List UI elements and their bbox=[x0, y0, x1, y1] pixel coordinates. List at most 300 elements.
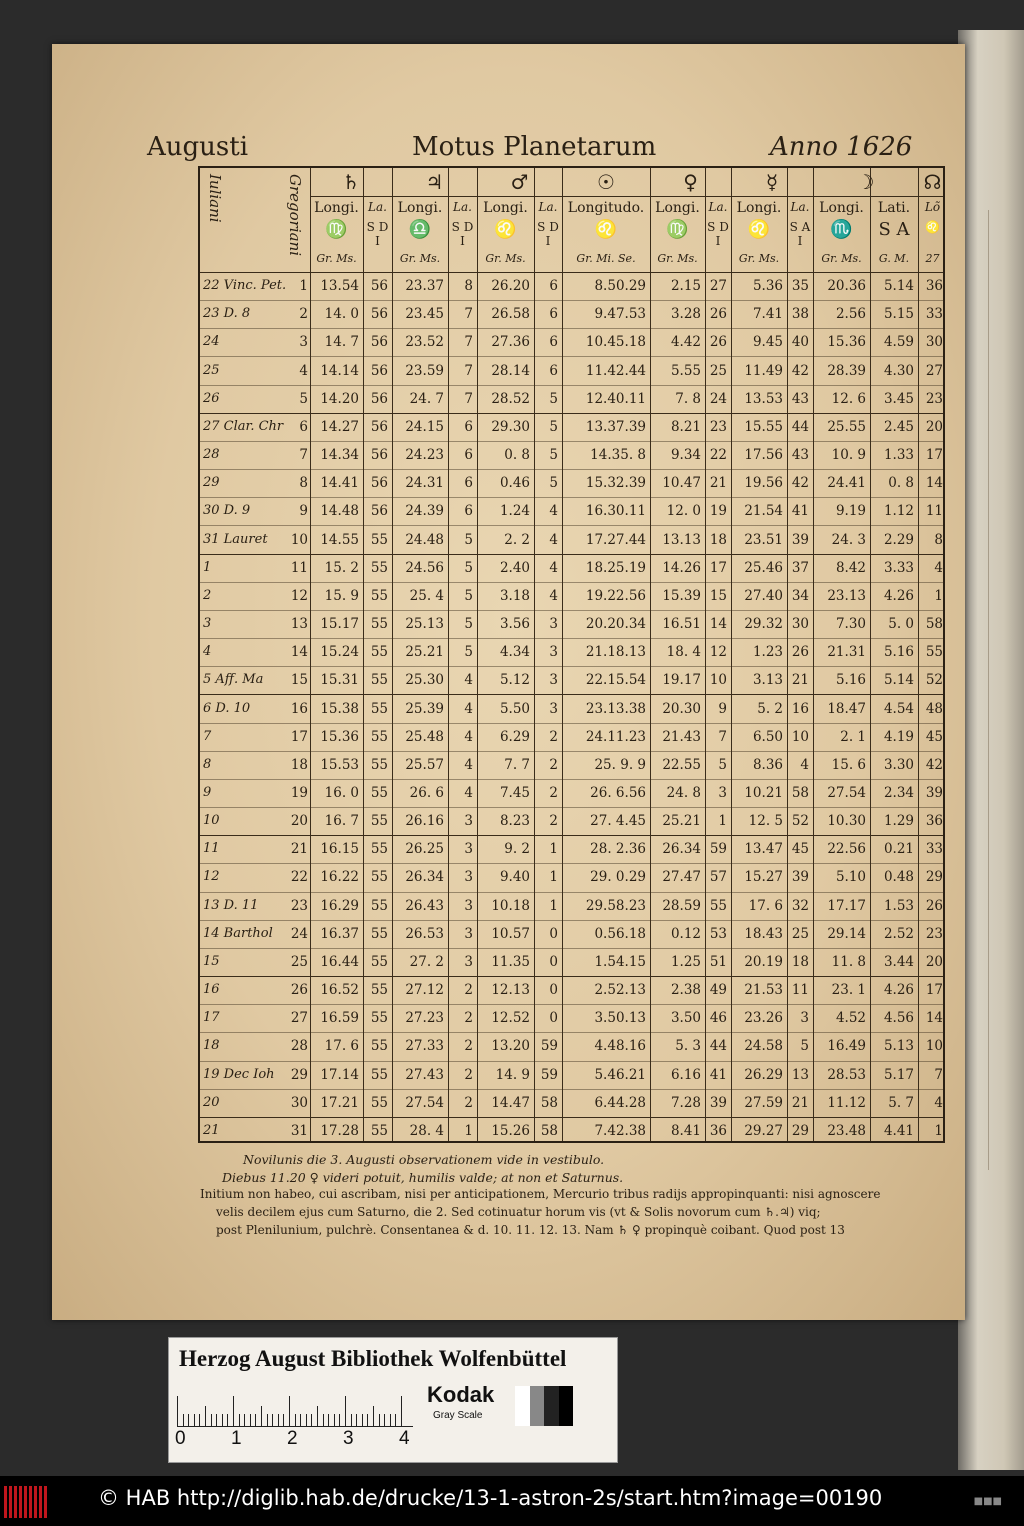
table-cell: 8.50.29 bbox=[594, 278, 646, 295]
table-cell: 21 bbox=[709, 475, 727, 492]
table-cell: 2.40 bbox=[499, 559, 530, 576]
facing-page-edge bbox=[958, 30, 1024, 1470]
table-cell: 3 bbox=[549, 672, 558, 689]
table-cell: 0.46 bbox=[499, 475, 530, 492]
table-cell: 52 bbox=[791, 813, 809, 830]
table-cell: 15.26 bbox=[491, 1122, 530, 1139]
table-cell: 16.44 bbox=[320, 953, 359, 970]
table-cell: 36 bbox=[925, 278, 943, 295]
table-cell: 6.16 bbox=[670, 1066, 701, 1083]
table-cell: 26 bbox=[709, 334, 727, 351]
table-cell: 58 bbox=[791, 784, 809, 801]
table-cell: 3.18 bbox=[499, 587, 530, 604]
table-cell: 1.29 bbox=[883, 813, 914, 830]
table-cell: 12. 5 bbox=[748, 813, 783, 830]
table-cell: 26 bbox=[925, 897, 943, 914]
table-cell: 11.42.44 bbox=[585, 362, 646, 379]
table-cell: 48 bbox=[925, 700, 943, 717]
table-cell: 5.55 bbox=[670, 362, 701, 379]
row-date-julian: 7 bbox=[203, 728, 212, 744]
table-cell: 40 bbox=[791, 334, 809, 351]
table-cell: 16.30.11 bbox=[585, 503, 646, 520]
row-date-julian: 5 Aff. Ma bbox=[203, 672, 264, 688]
table-cell: 4.56 bbox=[883, 1010, 914, 1027]
table-cell: 55 bbox=[370, 1038, 388, 1055]
table-cell: 16.22 bbox=[320, 869, 359, 886]
note-4: velis decilem ejus cum Saturno, die 2. Sed cotinuatur horum vis (vt & Solis novorum cum ♄.♃) viq; bbox=[216, 1205, 821, 1219]
table-cell: 55 bbox=[370, 953, 388, 970]
row-date-julian: 26 bbox=[203, 390, 220, 406]
row-rule bbox=[200, 779, 943, 780]
table-cell: 2.34 bbox=[883, 784, 914, 801]
ruler-tick bbox=[199, 1414, 200, 1426]
column-head: Longi. bbox=[736, 200, 782, 216]
ruler-tick bbox=[272, 1414, 273, 1426]
table-cell: 26.34 bbox=[405, 869, 444, 886]
table-cell: 41 bbox=[709, 1066, 727, 1083]
ruler-tick bbox=[244, 1414, 245, 1426]
table-cell: 19.17 bbox=[662, 672, 701, 689]
table-cell: 17.27.44 bbox=[585, 531, 646, 548]
table-cell: 14.55 bbox=[320, 531, 359, 548]
row-date-gregorian: 26 bbox=[290, 982, 308, 999]
row-date-gregorian: 16 bbox=[290, 700, 308, 717]
row-date-gregorian: 24 bbox=[290, 925, 308, 942]
ruler-tick bbox=[289, 1396, 290, 1426]
table-cell: 51 bbox=[709, 953, 727, 970]
column-sign: S D I bbox=[707, 220, 729, 248]
table-cell: 29.58.23 bbox=[585, 897, 646, 914]
row-rule bbox=[200, 666, 943, 667]
row-rule bbox=[200, 638, 943, 639]
table-cell: 7 bbox=[464, 390, 473, 407]
table-cell: 25.48 bbox=[405, 728, 444, 745]
table-cell: 27.36 bbox=[491, 334, 530, 351]
gray-scale-label: Gray Scale bbox=[433, 1410, 483, 1421]
table-cell: 3 bbox=[464, 925, 473, 942]
table-cell: 55 bbox=[370, 869, 388, 886]
table-cell: 21 bbox=[791, 1094, 809, 1111]
table-cell: 29.27 bbox=[744, 1122, 783, 1139]
table-cell: 2.56 bbox=[835, 306, 866, 323]
table-cell: 56 bbox=[370, 447, 388, 464]
table-cell: 1.25 bbox=[670, 953, 701, 970]
table-cell: 7.28 bbox=[670, 1094, 701, 1111]
table-cell: 3.33 bbox=[883, 559, 914, 576]
row-date-gregorian: 15 bbox=[290, 672, 308, 689]
table-cell: 25.21 bbox=[662, 813, 701, 830]
header-gregoriani: Gregoriani bbox=[286, 174, 304, 257]
column-sign: ♍ bbox=[325, 219, 348, 240]
table-cell: 6.50 bbox=[752, 728, 783, 745]
row-date-gregorian: 31 bbox=[290, 1122, 308, 1139]
table-cell: 8.41 bbox=[670, 1122, 701, 1139]
row-rule bbox=[200, 948, 943, 949]
hab-logo-icon[interactable] bbox=[4, 1486, 48, 1518]
planet-symbol: ☊ bbox=[923, 170, 942, 194]
table-cell: 26.25 bbox=[405, 841, 444, 858]
table-cell: 33 bbox=[925, 306, 943, 323]
table-cell: 5 bbox=[549, 447, 558, 464]
ruler-numbers bbox=[173, 1428, 423, 1452]
table-cell: 3.28 bbox=[670, 306, 701, 323]
table-cell: 26.53 bbox=[405, 925, 444, 942]
table-cell: 5.15 bbox=[883, 306, 914, 323]
table-cell: 16 bbox=[791, 700, 809, 717]
column-head: Longi. bbox=[655, 200, 700, 216]
row-rule bbox=[200, 1032, 943, 1033]
table-cell: 33 bbox=[925, 841, 943, 858]
viewer-footer bbox=[0, 1476, 1024, 1526]
table-cell: 4 bbox=[549, 531, 558, 548]
table-cell: 0 bbox=[549, 982, 558, 999]
table-cell: 14. 9 bbox=[495, 1066, 530, 1083]
table-cell: 14.20 bbox=[320, 390, 359, 407]
table-cell: 25.55 bbox=[827, 418, 866, 435]
table-cell: 36 bbox=[925, 813, 943, 830]
row-rule bbox=[200, 694, 943, 695]
table-cell: 25. 9. 9 bbox=[594, 756, 646, 773]
row-date-gregorian: 25 bbox=[290, 953, 308, 970]
table-cell: 20.19 bbox=[744, 953, 783, 970]
row-rule bbox=[200, 1117, 943, 1118]
table-cell: 1 bbox=[464, 1122, 473, 1139]
table-cell: 4.30 bbox=[883, 362, 914, 379]
table-cell: 25.46 bbox=[744, 559, 783, 576]
row-rule bbox=[200, 863, 943, 864]
table-cell: 27.33 bbox=[405, 1038, 444, 1055]
table-cell: 55 bbox=[370, 531, 388, 548]
row-rule bbox=[200, 525, 943, 526]
ruler-tick bbox=[300, 1414, 301, 1426]
table-cell: 1.23 bbox=[752, 644, 783, 661]
planet-symbol: ♄ bbox=[342, 170, 360, 194]
row-date-gregorian: 13 bbox=[290, 616, 308, 633]
ruler-tick bbox=[267, 1414, 268, 1426]
row-date-julian: 15 bbox=[203, 953, 220, 969]
table-cell: 12.13 bbox=[491, 982, 530, 999]
table-cell: 5.10 bbox=[835, 869, 866, 886]
ruler-tick bbox=[255, 1414, 256, 1426]
source-url[interactable]: © HAB http://diglib.hab.de/drucke/13-1-astron-2s/start.htm?image=00190 bbox=[98, 1486, 883, 1510]
table-cell: 1 bbox=[549, 841, 558, 858]
table-cell: 10 bbox=[709, 672, 727, 689]
table-cell: 9 bbox=[718, 700, 727, 717]
table-cell: 55 bbox=[370, 813, 388, 830]
table-cell: 2.45 bbox=[883, 418, 914, 435]
table-cell: 9.19 bbox=[835, 503, 866, 520]
table-cell: 4.42 bbox=[670, 334, 701, 351]
row-rule bbox=[200, 582, 943, 583]
table-cell: 39 bbox=[791, 869, 809, 886]
table-cell: 2 bbox=[549, 728, 558, 745]
table-cell: 1 bbox=[718, 813, 727, 830]
table-cell: 7.41 bbox=[752, 306, 783, 323]
table-cell: 58 bbox=[540, 1094, 558, 1111]
table-cell: 55 bbox=[370, 841, 388, 858]
table-cell: 56 bbox=[370, 475, 388, 492]
table-cell: 27. 4.45 bbox=[590, 813, 646, 830]
header-title: Motus Planetarum bbox=[412, 132, 657, 162]
table-cell: 5 bbox=[464, 559, 473, 576]
table-cell: 30 bbox=[791, 616, 809, 633]
ruler-tick bbox=[373, 1406, 374, 1426]
table-cell: 23 bbox=[925, 390, 943, 407]
table-cell: 24.39 bbox=[405, 503, 444, 520]
row-date-gregorian: 8 bbox=[299, 475, 308, 492]
header-year: Anno 1626 bbox=[770, 132, 913, 162]
table-cell: 4.41 bbox=[883, 1122, 914, 1139]
table-cell: 2 bbox=[549, 813, 558, 830]
table-cell: 15.27 bbox=[744, 869, 783, 886]
table-cell: 26 bbox=[709, 306, 727, 323]
table-cell: 27.43 bbox=[405, 1066, 444, 1083]
row-date-gregorian: 28 bbox=[290, 1038, 308, 1055]
table-cell: 44 bbox=[709, 1038, 727, 1055]
table-cell: 9.40 bbox=[499, 869, 530, 886]
table-cell: 55 bbox=[370, 587, 388, 604]
row-date-julian: 20 bbox=[203, 1094, 220, 1110]
table-cell: 23.52 bbox=[405, 334, 444, 351]
row-date-gregorian: 29 bbox=[290, 1066, 308, 1083]
column-sign: S A I bbox=[789, 220, 811, 248]
row-date-gregorian: 9 bbox=[299, 503, 308, 520]
ruler-num: 4 bbox=[399, 1428, 410, 1449]
table-cell: 9. 2 bbox=[504, 841, 530, 858]
table-cell: 7 bbox=[464, 306, 473, 323]
table-cell: 7 bbox=[464, 362, 473, 379]
table-cell: 24.48 bbox=[405, 531, 444, 548]
table-cell: 6 bbox=[464, 418, 473, 435]
table-cell: 20 bbox=[925, 418, 943, 435]
table-cell: 3 bbox=[464, 813, 473, 830]
row-rule bbox=[200, 300, 943, 301]
table-cell: 23 bbox=[925, 925, 943, 942]
table-cell: 1.54.15 bbox=[594, 953, 646, 970]
header-iuliani: Iuliani bbox=[206, 174, 224, 223]
table-cell: 24.56 bbox=[405, 559, 444, 576]
row-date-gregorian: 20 bbox=[290, 813, 308, 830]
table-cell: 56 bbox=[370, 278, 388, 295]
table-cell: 11.35 bbox=[491, 953, 530, 970]
row-rule bbox=[200, 413, 943, 414]
table-cell: 2.38 bbox=[670, 982, 701, 999]
ruler-tick bbox=[250, 1414, 251, 1426]
table-cell: 59 bbox=[540, 1038, 558, 1055]
ruler-tick bbox=[211, 1414, 212, 1426]
table-cell: 55 bbox=[370, 644, 388, 661]
table-cell: 1.24 bbox=[499, 503, 530, 520]
table-cell: 2. 1 bbox=[840, 728, 866, 745]
table-cell: 18 bbox=[709, 531, 727, 548]
ruler-tick bbox=[317, 1406, 318, 1426]
table-cell: 23.13.38 bbox=[585, 700, 646, 717]
header-rule bbox=[310, 196, 943, 197]
table-cell: 4 bbox=[549, 587, 558, 604]
table-cell: 15.24 bbox=[320, 644, 359, 661]
table-cell: 4 bbox=[549, 559, 558, 576]
table-cell: 5 bbox=[718, 756, 727, 773]
table-cell: 5.14 bbox=[883, 672, 914, 689]
column-head: Longi. bbox=[314, 200, 359, 216]
table-cell: 16.59 bbox=[320, 1010, 359, 1027]
ruler-tick bbox=[401, 1396, 402, 1426]
table-cell: 2.52 bbox=[883, 925, 914, 942]
table-cell: 14 bbox=[925, 475, 943, 492]
table-cell: 4 bbox=[549, 503, 558, 520]
table-cell: 5.17 bbox=[883, 1066, 914, 1083]
table-cell: 13 bbox=[791, 1066, 809, 1083]
table-cell: 25 bbox=[791, 925, 809, 942]
table-cell: 28. 2.36 bbox=[590, 841, 646, 858]
table-cell: 22.56 bbox=[827, 841, 866, 858]
table-cell: 5 bbox=[464, 616, 473, 633]
ruler-tick bbox=[188, 1414, 189, 1426]
row-date-julian: 2 bbox=[203, 587, 212, 603]
table-cell: 5.50 bbox=[499, 700, 530, 717]
table-cell: 29.30 bbox=[491, 418, 530, 435]
table-cell: 3 bbox=[549, 616, 558, 633]
table-cell: 2 bbox=[464, 1094, 473, 1111]
table-cell: 32 bbox=[791, 897, 809, 914]
table-cell: 55 bbox=[370, 616, 388, 633]
table-cell: 16. 0 bbox=[324, 784, 359, 801]
table-cell: 8.23 bbox=[499, 813, 530, 830]
table-cell: 21.31 bbox=[827, 644, 866, 661]
table-cell: 10.47 bbox=[662, 475, 701, 492]
ruler-tick bbox=[283, 1414, 284, 1426]
ruler-tick bbox=[339, 1414, 340, 1426]
column-head: La. bbox=[453, 200, 472, 214]
table-cell: 12.52 bbox=[491, 1010, 530, 1027]
row-date-julian: 11 bbox=[203, 841, 220, 857]
table-cell: 18. 4 bbox=[666, 644, 701, 661]
row-date-julian: 27 Clar. Chr bbox=[203, 418, 284, 434]
table-cell: 24.41 bbox=[827, 475, 866, 492]
table-cell: 4 bbox=[934, 1094, 943, 1111]
table-cell: 55 bbox=[370, 672, 388, 689]
note-2: Diebus 11.20 ♀ videri potuit, humilis valde; at non et Saturnus. bbox=[222, 1170, 624, 1185]
column-unit: Gr. Ms. bbox=[316, 252, 357, 265]
table-cell: 11.12 bbox=[827, 1094, 866, 1111]
row-rule bbox=[200, 723, 943, 724]
table-cell: 3 bbox=[718, 784, 727, 801]
column-sign: S D I bbox=[366, 220, 389, 248]
column-unit: 27 bbox=[925, 252, 940, 265]
table-cell: 6 bbox=[549, 278, 558, 295]
table-cell: 20.36 bbox=[827, 278, 866, 295]
table-cell: 25.57 bbox=[405, 756, 444, 773]
row-date-julian: 14 Barthol bbox=[203, 925, 273, 941]
table-cell: 5.13 bbox=[883, 1038, 914, 1055]
table-cell: 59 bbox=[709, 841, 727, 858]
table-cell: 29. 0.29 bbox=[590, 869, 646, 886]
table-cell: 14. 7 bbox=[324, 334, 359, 351]
table-cell: 12. 6 bbox=[831, 390, 866, 407]
table-cell: 26.20 bbox=[491, 278, 530, 295]
column-head: La. bbox=[708, 200, 728, 214]
row-rule bbox=[200, 976, 943, 977]
scale-ruler bbox=[177, 1390, 413, 1427]
row-date-julian: 6 D. 10 bbox=[203, 700, 251, 716]
row-date-julian: 21 bbox=[203, 1122, 220, 1138]
table-cell: 13.47 bbox=[744, 841, 783, 858]
table-cell: 17 bbox=[925, 982, 943, 999]
table-cell: 5.46.21 bbox=[594, 1066, 646, 1083]
table-cell: 38 bbox=[791, 306, 809, 323]
table-cell: 23.26 bbox=[744, 1010, 783, 1027]
planet-symbol: ☿ bbox=[765, 170, 779, 194]
ruler-tick bbox=[384, 1414, 385, 1426]
row-date-julian: 16 bbox=[203, 982, 220, 998]
row-rule bbox=[200, 1089, 943, 1090]
table-cell: 29 bbox=[791, 1122, 809, 1139]
table-cell: 4.54 bbox=[883, 700, 914, 717]
table-cell: 21.43 bbox=[662, 728, 701, 745]
ruler-num: 0 bbox=[175, 1428, 186, 1449]
row-date-julian: 28 bbox=[203, 447, 220, 463]
ruler-tick bbox=[222, 1414, 223, 1426]
table-cell: 55 bbox=[370, 1066, 388, 1083]
ruler-num: 2 bbox=[287, 1428, 298, 1449]
column-unit: Gr. Ms. bbox=[738, 252, 780, 265]
row-date-gregorian: 4 bbox=[299, 362, 308, 379]
table-cell: 24.23 bbox=[405, 447, 444, 464]
table-cell: 1.12 bbox=[883, 503, 914, 520]
table-cell: 20.20.34 bbox=[585, 616, 646, 633]
row-date-gregorian: 3 bbox=[299, 334, 308, 351]
table-cell: 2 bbox=[464, 1066, 473, 1083]
table-cell: 3.45 bbox=[883, 390, 914, 407]
table-cell: 5.16 bbox=[835, 672, 866, 689]
column-head: La. bbox=[790, 200, 810, 214]
table-cell: 27.23 bbox=[405, 1010, 444, 1027]
row-date-gregorian: 12 bbox=[290, 587, 308, 604]
table-cell: 10.45.18 bbox=[585, 334, 646, 351]
column-head: Longi. bbox=[483, 200, 528, 216]
column-unit: Gr. Ms. bbox=[399, 252, 441, 265]
row-date-gregorian: 6 bbox=[299, 418, 308, 435]
table-cell: 22.55 bbox=[662, 756, 701, 773]
row-rule bbox=[200, 1004, 943, 1005]
table-cell: 27 bbox=[925, 362, 943, 379]
table-cell: 1 bbox=[934, 1122, 943, 1139]
table-cell: 55 bbox=[709, 897, 727, 914]
column-head: Longitudo. bbox=[567, 200, 645, 216]
column-head: Longi. bbox=[397, 200, 443, 216]
ruler-tick bbox=[395, 1414, 396, 1426]
table-cell: 4.26 bbox=[883, 982, 914, 999]
row-date-gregorian: 27 bbox=[290, 1010, 308, 1027]
row-date-gregorian: 18 bbox=[290, 756, 308, 773]
row-date-gregorian: 23 bbox=[290, 897, 308, 914]
ruler-tick bbox=[311, 1414, 312, 1426]
table-cell: 17 bbox=[709, 559, 727, 576]
table-cell: 15.38 bbox=[320, 700, 359, 717]
table-cell: 7.42.38 bbox=[594, 1122, 646, 1139]
row-date-julian: 8 bbox=[203, 756, 212, 772]
table-cell: 56 bbox=[370, 418, 388, 435]
table-cell: 55 bbox=[370, 700, 388, 717]
table-cell: 6 bbox=[549, 334, 558, 351]
table-cell: 6 bbox=[549, 362, 558, 379]
table-cell: 27.54 bbox=[405, 1094, 444, 1111]
table-cell: 5 bbox=[549, 475, 558, 492]
table-cell: 3 bbox=[549, 700, 558, 717]
note-5: post Plenilunium, pulchrè. Consentanea & d. 10. 11. 12. 13. Nam ♄ ♀ propinquè coibant. Quod post 13 bbox=[216, 1223, 845, 1237]
table-cell: 4.19 bbox=[883, 728, 914, 745]
table-cell: 6 bbox=[464, 503, 473, 520]
